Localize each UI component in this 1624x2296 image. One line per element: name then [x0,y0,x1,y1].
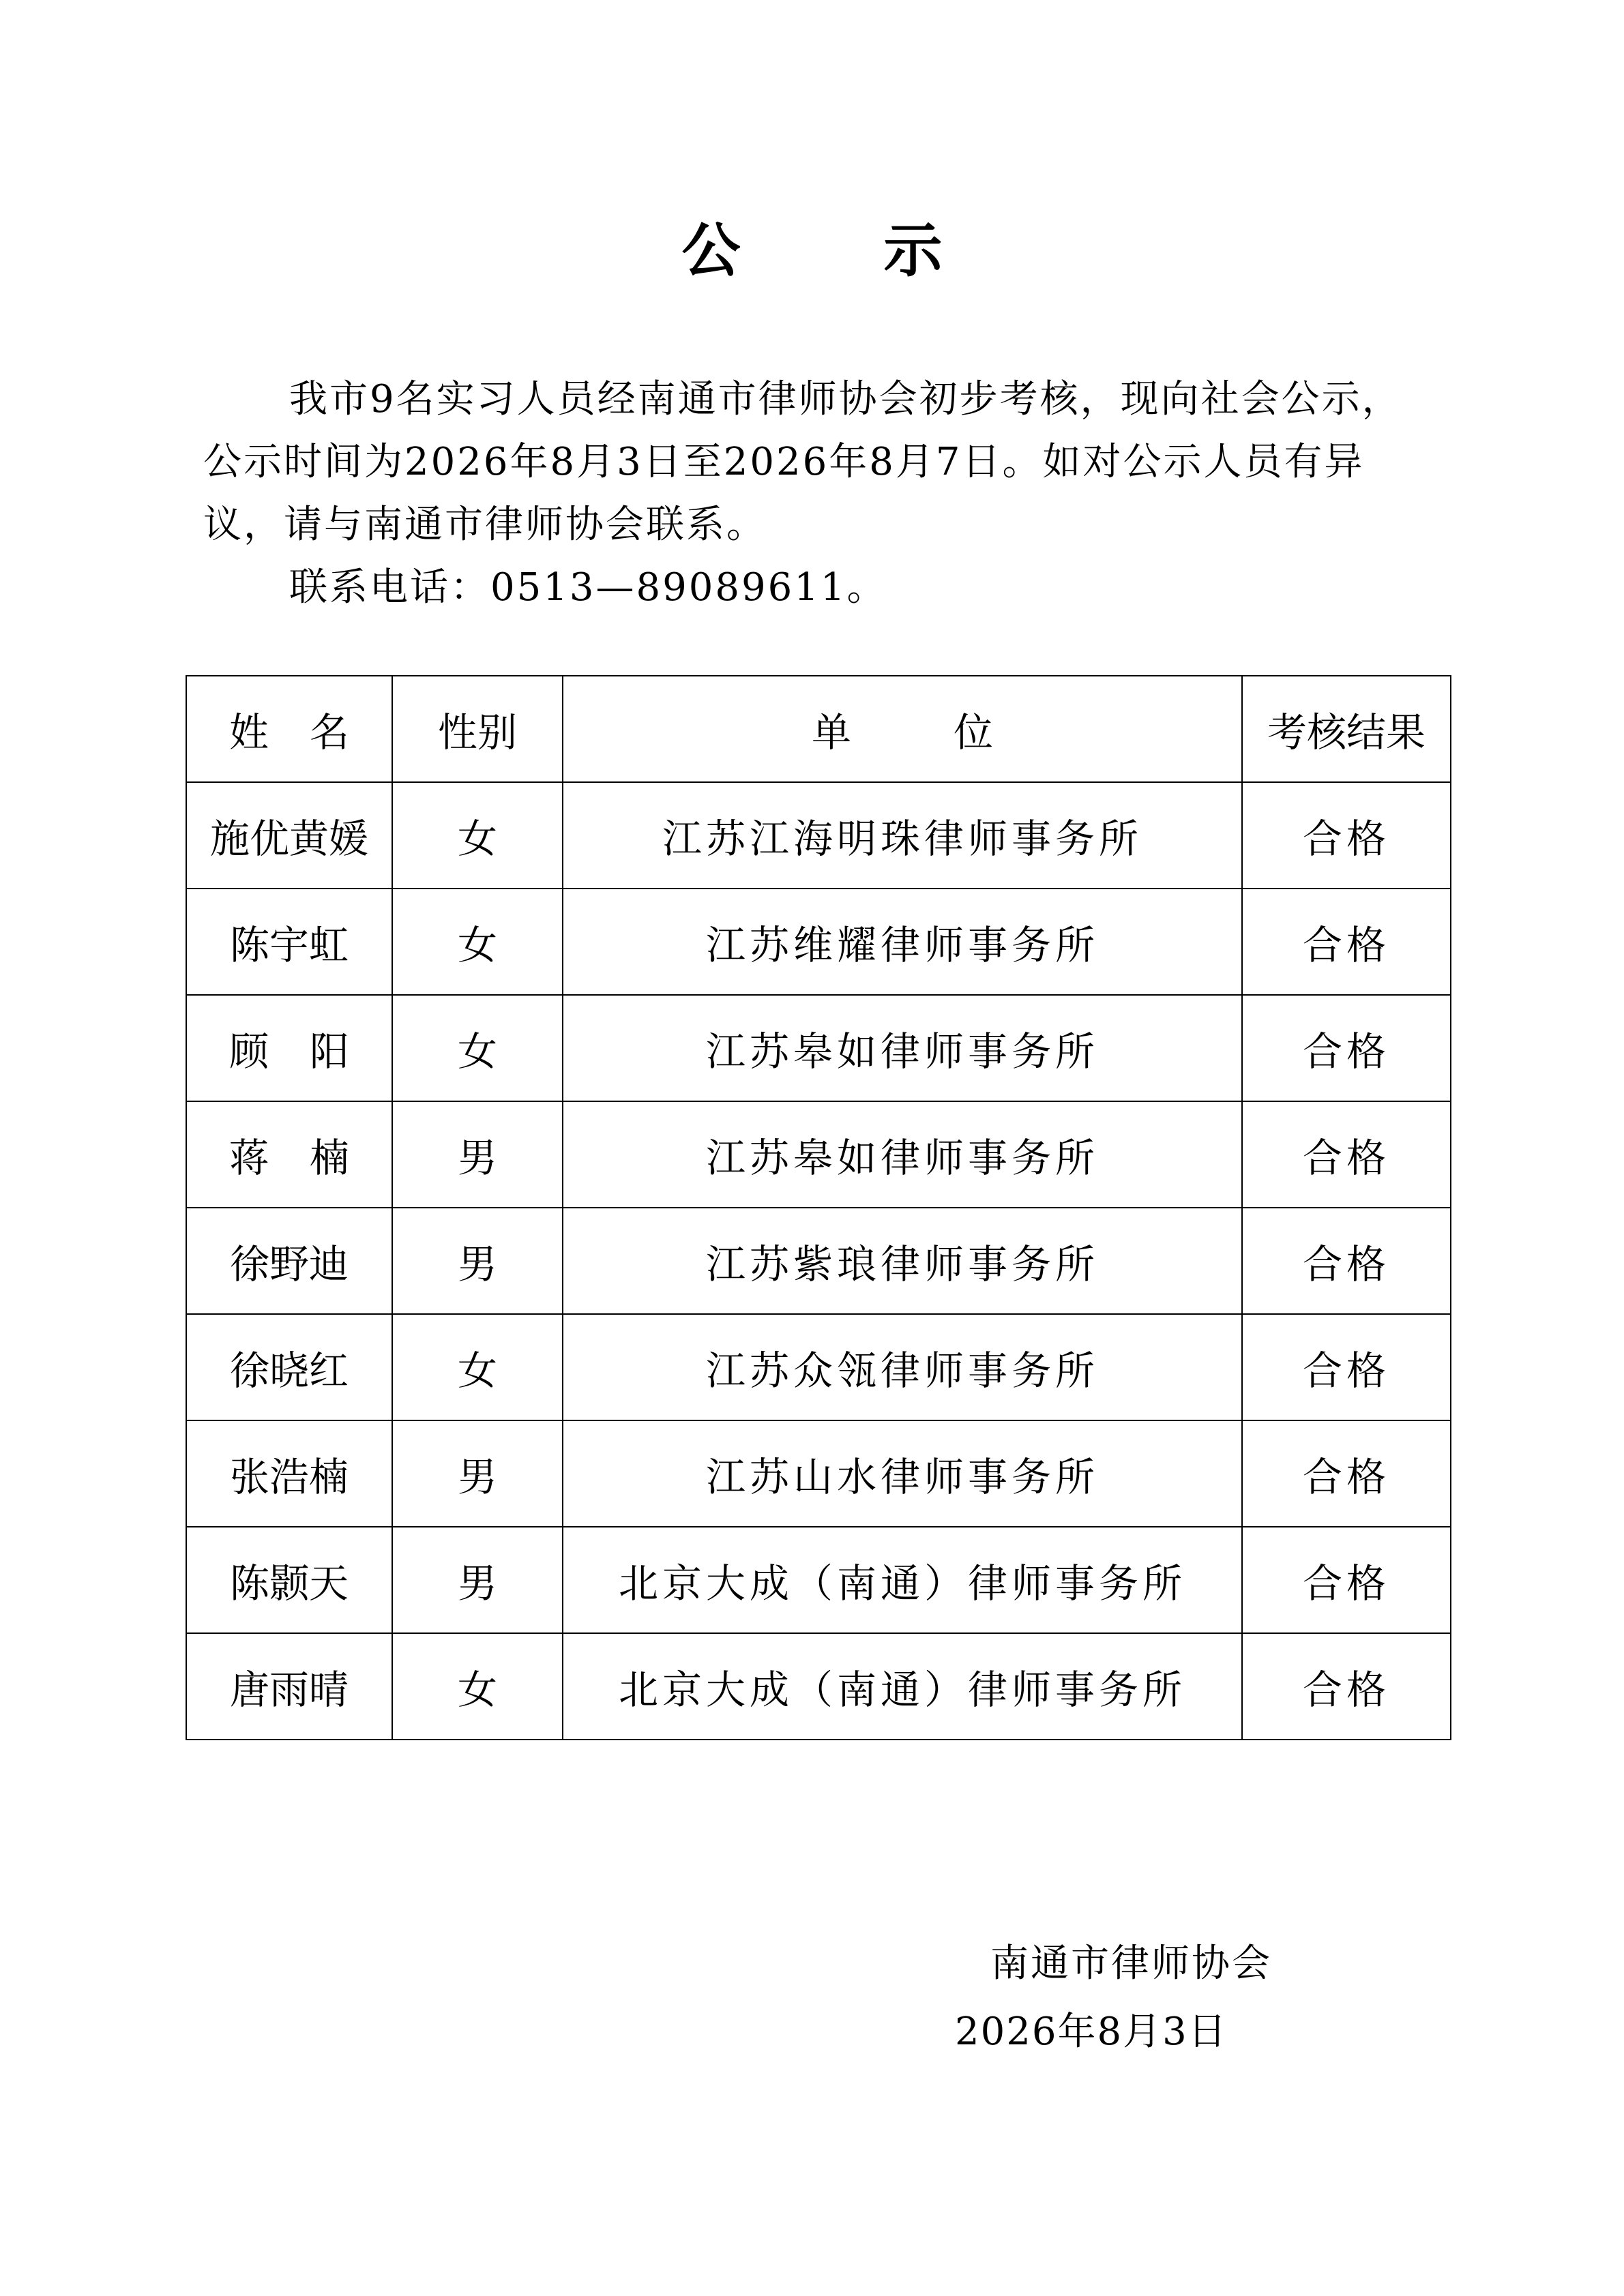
cell-gender: 女 [392,1633,563,1740]
cell-unit: 江苏维耀律师事务所 [563,889,1242,995]
contact-phone: 联系电话：0513—89089611。 [289,565,887,610]
table-row [186,1633,1451,1740]
table-row [186,1208,1451,1314]
cell-result: 合格 [1242,995,1451,1101]
cell-result: 合格 [1242,889,1451,995]
cell-result: 合格 [1242,1633,1451,1740]
cell-name: 陈颢天 [186,1527,392,1633]
cell-result: 合格 [1242,1527,1451,1633]
cell-name: 张浩楠 [186,1420,392,1527]
header-gender: 性别 [392,676,563,782]
cell-unit: 江苏皋如律师事务所 [563,995,1242,1101]
cell-gender: 男 [392,1527,563,1633]
header-result: 考核结果 [1242,676,1451,782]
cell-name: 徐野迪 [186,1208,392,1314]
header-unit: 单位 [563,676,1242,782]
cell-name: 施优黄媛 [186,782,392,889]
table-row [186,1101,1451,1208]
roster-table [186,675,1451,1740]
cell-gender: 女 [392,782,563,889]
cell-name: 唐雨晴 [186,1633,392,1740]
table-row [186,889,1451,995]
cell-unit: 江苏众瓴律师事务所 [563,1314,1242,1420]
cell-unit: 江苏江海明珠律师事务所 [563,782,1242,889]
cell-result: 合格 [1242,1314,1451,1420]
cell-unit: 江苏山水律师事务所 [563,1420,1242,1527]
cell-name: 顾阳 [186,995,392,1101]
cell-gender: 男 [392,1101,563,1208]
intro-paragraph: 我市9名实习人员经南通市律师协会初步考核，现向社会公示，公示时间为2026年8月3日至2026年8月7日。如对公示人员有异议，请与南通市律师协会联系。 [203,377,1402,547]
signature-block [955,1930,1432,2066]
cell-result: 合格 [1242,782,1451,889]
cell-gender: 女 [392,995,563,1101]
table-row [186,782,1451,889]
cell-name: 陈宇虹 [186,889,392,995]
cell-name: 蒋楠 [186,1101,392,1208]
signature-date: 2026年8月3日 [955,2010,1228,2054]
page-title: 公 示 [681,217,1004,285]
table-row [186,995,1451,1101]
cell-gender: 男 [392,1208,563,1314]
cell-result: 合格 [1242,1420,1451,1527]
cell-unit: 北京大成（南通）律师事务所 [563,1527,1242,1633]
cell-result: 合格 [1242,1101,1451,1208]
cell-name: 徐晓红 [186,1314,392,1420]
cell-gender: 男 [392,1420,563,1527]
signature-organization: 南通市律师协会 [990,1941,1272,1986]
header-name: 姓名 [186,676,392,782]
table-header-row [186,676,1451,782]
cell-unit: 江苏紫琅律师事务所 [563,1208,1242,1314]
cell-unit: 江苏皋如律师事务所 [563,1101,1242,1208]
cell-unit: 北京大成（南通）律师事务所 [563,1633,1242,1740]
table-row [186,1527,1451,1633]
cell-gender: 女 [392,889,563,995]
cell-gender: 女 [392,1314,563,1420]
cell-result: 合格 [1242,1208,1451,1314]
table-row [186,1420,1451,1527]
table-row [186,1314,1451,1420]
intro-section [203,368,1424,619]
